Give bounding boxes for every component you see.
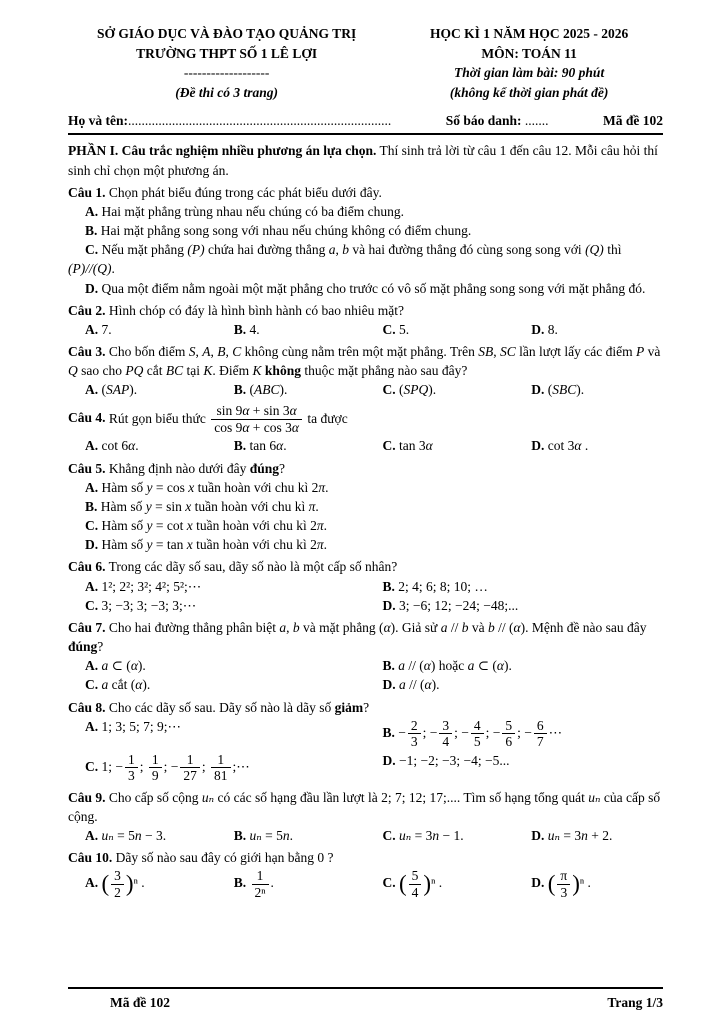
question-7 [68,618,663,695]
sbd-label: Số báo danh: [445,113,522,129]
option-b [217,320,366,339]
option-letter: C. [85,518,99,534]
option-text: Hai mặt phẳng trùng nhau nếu chúng có ba điểm chung. [101,203,405,219]
option-text: 1; 3; 5; 7; 9;⋯ [101,718,182,734]
option-letter: B. [85,223,98,239]
duration-note: Thời gian làm bài: 90 phút [454,65,605,81]
option-text: cot 3α . [547,438,589,454]
question-text: Trong các dãy số sau, dãy số nào là một cấp số nhân? [108,559,398,575]
option-letter: D. [531,828,545,844]
option-letter: A. [85,382,99,398]
question-text: Dãy số nào sau đây có giới hạn bằng 0 ? [115,850,334,866]
option-text: 1²; 2²; 3²; 4²; 5²;⋯ [101,578,202,594]
question-number: Câu 4. [68,410,106,426]
option-text: ( $\frac{5}{4}$ )ⁿ . [399,868,443,900]
options-grid [68,656,663,694]
name-blank: .............................................................................. [128,113,392,129]
option-a [68,320,217,339]
option-b [366,717,664,751]
question-stem [68,618,663,656]
question-number: Câu 2. [68,302,106,318]
option-c [68,675,366,694]
name-label: Họ và tên: [68,113,128,129]
footer-page-number: Trang 1/3 [607,994,663,1010]
option-text: 3; −3; 3; −3; 3;⋯ [101,597,197,613]
question-stem [68,557,663,576]
exam-header [68,24,663,102]
option-b [366,577,664,596]
option-c [68,516,663,535]
option-a [68,717,366,751]
question-text: Cho các dãy số sau. Dãy số nào là dãy số giảm? [108,699,370,715]
question-number: Câu 3. [68,343,106,359]
option-a [68,478,663,497]
option-c [366,826,515,845]
question-text: Hình chóp có đáy là hình bình hành có bao nhiêu mặt? [108,302,404,318]
question-stem [68,698,663,717]
option-d [366,751,664,785]
option-text: Hai mặt phẳng song song với nhau nếu chúng không có điểm chung. [100,223,472,239]
option-letter: B. [233,321,247,337]
candidate-info-row [68,111,663,130]
option-text: $\frac{1}{\text{2ⁿ}}$ . [250,875,274,890]
option-text: 2; 4; 6; 8; 10; … [398,578,488,594]
question-number: Câu 1. [68,184,106,200]
option-text: uₙ = 5n. [249,828,293,844]
option-b [217,380,366,399]
option-a [68,436,217,455]
option-letter: D. [531,875,545,891]
question-2 [68,301,663,339]
option-b [68,221,663,240]
exam-code: Mã đề 102 [602,113,663,129]
option-letter: B. [382,578,395,594]
option-c [68,751,366,785]
option-c [366,320,515,339]
option-letter: B. [85,498,98,514]
option-a [68,656,366,675]
question-number: Câu 8. [68,699,106,715]
option-letter: D. [85,280,99,296]
options-grid [68,717,663,785]
option-letter: A. [85,578,99,594]
header-rule [68,133,663,135]
option-a [68,826,217,845]
option-text: uₙ = 3n + 2. [547,828,613,844]
option-letter: D. [382,597,396,613]
option-text: uₙ = 5n − 3. [101,828,167,844]
option-d [514,436,663,455]
part1-intro-text: Thí sinh trả lời từ câu 1 đến câu 12. Mỗi câu hỏi thí sinh chỉ chọn một phương án. [68,143,658,178]
question-5 [68,459,663,555]
option-d [366,596,664,615]
option-text: Qua một điểm nằm ngoài một mặt phẳng cho trước có vô số mặt phẳng song song với mặt phẳng đó. [101,280,646,296]
option-d [68,535,663,554]
question-text: Rút gọn biểu thức $\frac{\sin 9\alpha + \sin 3\alpha}{\cos 9\alpha + \cos 3\alpha}$ ta được [108,403,348,435]
page-count-note: (Đề thi có 3 trang) [175,84,278,100]
option-a [68,202,663,221]
option-text: cot 6α. [101,438,139,454]
question-3 [68,342,663,399]
option-d [514,380,663,399]
option-letter: B. [382,724,395,740]
option-c [68,596,366,615]
option-letter: A. [85,718,99,734]
option-b [217,826,366,845]
option-a [68,577,366,596]
option-text: 3; −6; 12; −24; −48;... [399,597,519,613]
subject-title: MÔN: TOÁN 11 [481,45,577,61]
issuer-school: TRƯỜNG THPT SỐ 1 LÊ LỢI [136,45,318,61]
sbd-field [446,111,549,130]
option-c [366,436,515,455]
question-stem [68,301,663,320]
option-c [366,380,515,399]
option-letter: B. [233,382,247,398]
option-text: ( $\frac{3}{2}$ )ⁿ . [101,868,145,900]
option-text: a // (α) hoặc a ⊂ (α). [398,658,512,674]
option-text: Nếu mặt phẳng (P) chứa hai đường thẳng a, b và hai đường thẳng đó cùng song song với (Q) thì (P)//(Q). [68,242,622,277]
option-letter: C. [382,382,396,398]
question-stem [68,459,663,478]
options-row [68,867,663,901]
question-stem [68,788,663,826]
question-number: Câu 6. [68,559,106,575]
footer-row [68,993,663,1012]
option-text: 8. [547,321,558,337]
part1-intro-title: PHẦN I. Câu trắc nghiệm nhiều phương án lựa chọn. [68,143,377,159]
option-text: 5. [399,321,410,337]
option-text: Hàm số y = cot x tuần hoàn với chu kì 2π. [101,518,327,534]
options-row [68,380,663,399]
question-10 [68,848,663,901]
page-footer [68,981,663,1012]
footer-rule [68,987,663,989]
option-letter: C. [85,597,99,613]
exam-title-block [395,24,663,102]
option-text: 7. [101,321,112,337]
question-8 [68,698,663,785]
option-text: 1; − $\frac{1}{3}$ ; $\frac{1}{9}$ ; − $\frac{1}{27}$ ; $\frac{1}{81}$ ;⋯ [101,751,250,784]
option-c [68,240,663,278]
option-text: 4. [249,321,260,337]
question-text: Chọn phát biểu đúng trong các phát biểu dưới đây. [108,184,382,200]
option-b [217,436,366,455]
question-text: Cho cấp số cộng uₙ có các số hạng đầu lần lượt là 2; 7; 12; 17;.... Tìm số hạng tổng quát uₙ của cấp số cộng. [68,789,661,824]
option-letter: C. [85,242,99,258]
option-letter: C. [85,758,99,774]
semester-title: HỌC KÌ 1 NĂM HỌC 2025 - 2026 [429,26,629,41]
option-letter: D. [382,752,396,768]
duration-subnote: (không kể thời gian phát đề) [449,84,609,100]
option-d [514,867,663,901]
option-letter: D. [382,677,396,693]
option-text: − $\frac{2}{3}$ ; − $\frac{3}{4}$ ; − $\frac{4}{5}$ ; − $\frac{5}{6}$ ; − $\frac{6}{7}$ ⋯ [398,717,563,750]
option-letter: B. [233,438,247,454]
option-d [514,826,663,845]
option-text: (SAP). [101,382,138,398]
question-number: Câu 5. [68,460,106,476]
option-d [68,279,663,298]
question-stem [68,848,663,867]
question-4 [68,402,663,455]
option-text: a cắt (α). [101,677,151,693]
option-letter: B. [233,875,247,891]
option-letter: C. [382,321,396,337]
name-field [68,111,391,130]
options-row [68,320,663,339]
option-letter: D. [531,438,545,454]
question-number: Câu 9. [68,789,106,805]
option-letter: B. [382,658,395,674]
option-letter: A. [85,479,99,495]
question-9 [68,788,663,845]
option-d [366,675,664,694]
option-letter: A. [85,321,99,337]
option-letter: D. [531,321,545,337]
option-letter: B. [233,828,247,844]
option-letter: A. [85,828,99,844]
question-text: Cho bốn điểm S, A, B, C không cùng nằm trên một mặt phẳng. Trên SB, SC lần lượt lấy các điểm P và Q sao cho PQ cắt BC tại K. Điểm K không thuộc mặt phẳng nào sau đây? [68,343,661,379]
option-text: Hàm số y = sin x tuần hoàn với chu kì π. [100,498,319,514]
option-a [68,380,217,399]
option-letter: D. [85,537,99,553]
option-text: ( $\frac{\pi}{3}$ )ⁿ . [547,868,591,900]
sbd-blank: ....... [524,113,549,129]
issuer-department: SỞ GIÁO DỤC VÀ ĐÀO TẠO QUẢNG TRỊ [97,26,357,41]
options-row [68,826,663,845]
option-letter: A. [85,438,99,454]
option-text: Hàm số y = tan x tuần hoàn với chu kì 2π. [101,537,327,553]
option-text: −1; −2; −3; −4; −5... [399,752,510,768]
question-number: Câu 7. [68,619,106,635]
option-letter: C. [382,828,396,844]
question-stem [68,183,663,202]
option-text: a ⊂ (α). [101,658,146,674]
option-d [514,320,663,339]
option-letter: A. [85,658,99,674]
question-number: Câu 10. [68,850,113,866]
option-text: uₙ = 3n − 1. [399,828,464,844]
options-row [68,436,663,455]
option-a [68,867,217,901]
option-b [217,867,366,901]
option-text: (SPQ). [399,382,437,398]
divider-dashes: ------------------- [183,65,270,81]
question-text: Khẳng định nào dưới đây đúng? [108,460,285,476]
option-b [366,656,664,675]
question-6 [68,557,663,614]
option-letter: C. [382,875,396,891]
option-text: (SBC). [547,382,585,398]
option-c [366,867,515,901]
option-letter: A. [85,875,99,891]
option-letter: D. [531,382,545,398]
option-letter: C. [85,677,99,693]
question-stem [68,342,663,380]
option-text: a // (α). [399,677,440,693]
option-letter: C. [382,438,396,454]
question-text: Cho hai đường thẳng phân biệt a, b và mặt phẳng (α). Giả sử a // b và b // (α). Mệnh đề nào sau đây đúng? [68,619,647,655]
option-text: Hàm số y = cos x tuần hoàn với chu kì 2π. [101,479,329,495]
option-text: tan 6α. [249,438,287,454]
question-stem [68,402,663,436]
option-text: (ABC). [249,382,288,398]
part1-intro [68,141,663,179]
option-letter: A. [85,203,99,219]
option-text: tan 3α [399,438,433,454]
question-1 [68,183,663,298]
footer-exam-code: Mã đề 102 [110,994,170,1010]
options-grid [68,577,663,615]
issuer-block [68,24,395,102]
option-b [68,497,663,516]
